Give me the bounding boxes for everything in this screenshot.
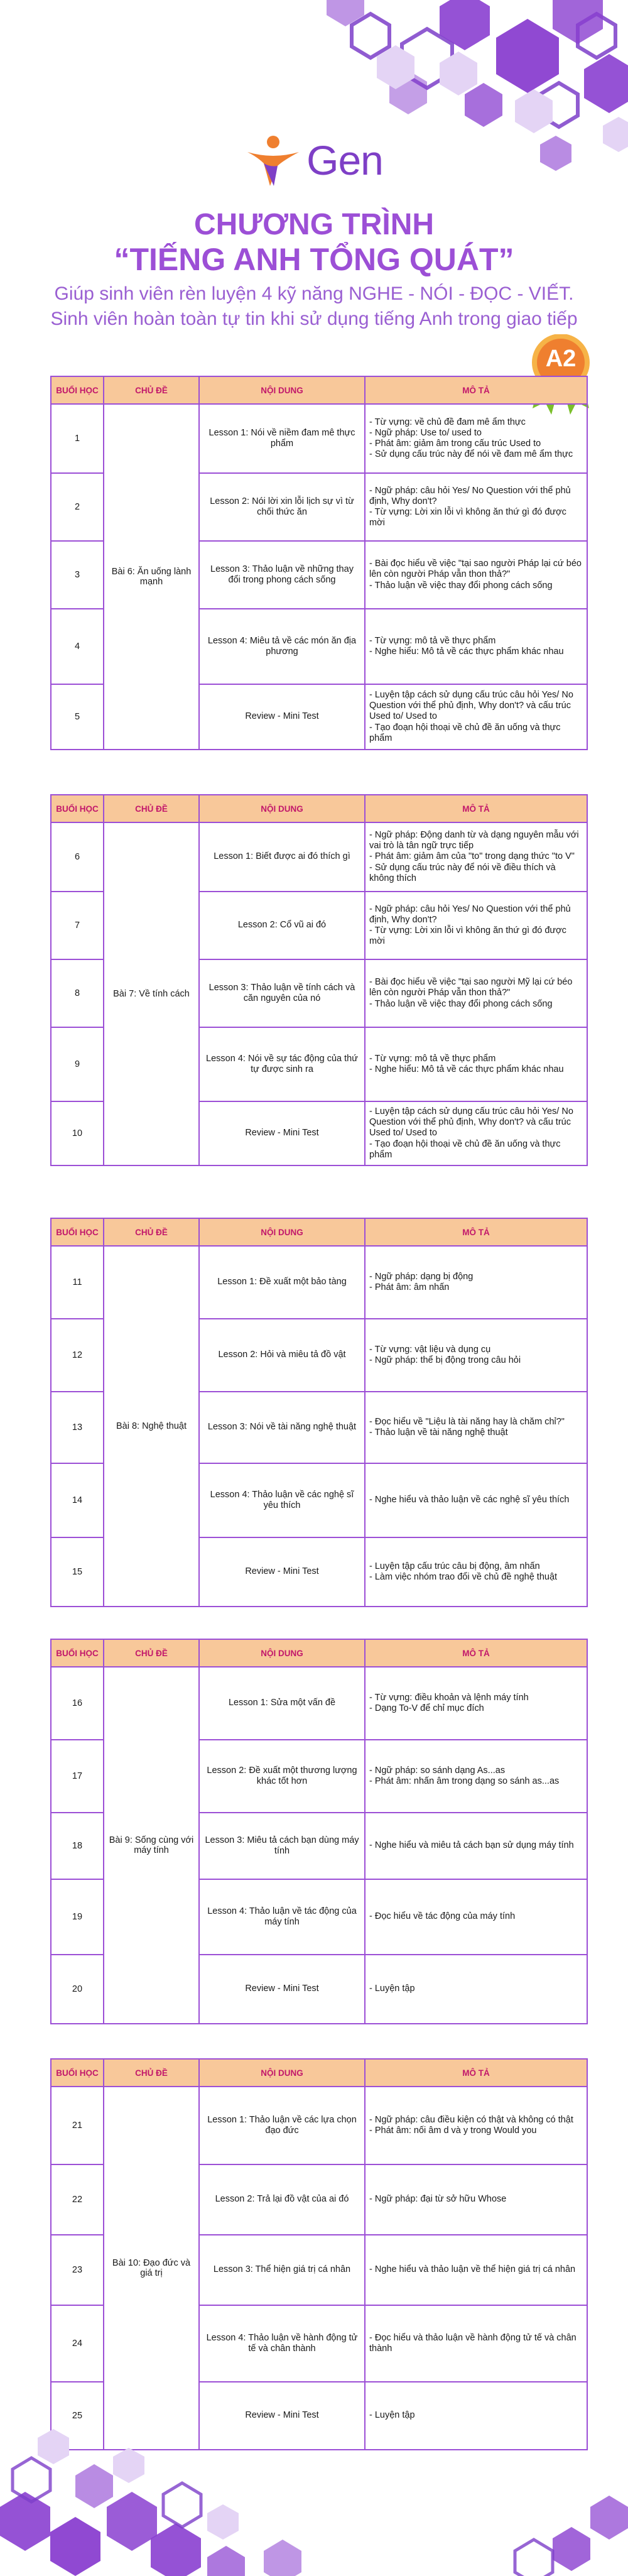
table-row <box>51 404 587 473</box>
lesson-description: - Bài đọc hiểu về việc "tại sao người Mỹ lại cứ béo lên còn người Pháp vẫn thon thả?" - Thảo luận về việc thay đổi phong cách sống <box>365 959 587 1027</box>
session-number: 16 <box>51 1667 104 1740</box>
table-row <box>51 2087 587 2164</box>
session-number: 1 <box>51 404 104 473</box>
session-number: 11 <box>51 1246 104 1319</box>
lesson-title: Lesson 3: Thảo luận về tính cách và căn nguyên của nó <box>199 959 365 1027</box>
lesson-title: Lesson 1: Sửa một vấn đề <box>199 1667 365 1740</box>
header-content: NỘI DUNG <box>199 2059 365 2087</box>
header-content: NỘI DUNG <box>199 1639 365 1667</box>
session-number: 20 <box>51 1955 104 2024</box>
header-description: MÔ TẢ <box>365 795 587 822</box>
session-number: 24 <box>51 2305 104 2382</box>
table-row <box>51 822 587 892</box>
header-session: BUỔI HỌC <box>51 1639 104 1667</box>
table-header-row <box>51 2059 587 2087</box>
session-number: 6 <box>51 822 104 892</box>
table-header-row <box>51 1218 587 1246</box>
lesson-description: - Luyện tập cấu trúc câu bị động, âm nhấn - Làm việc nhóm trao đổi về chủ đề nghệ thuật <box>365 1537 587 1607</box>
lesson-title: Lesson 3: Thảo luận về những thay đổi trong phong cách sống <box>199 541 365 609</box>
session-number: 3 <box>51 541 104 609</box>
session-number: 23 <box>51 2235 104 2305</box>
header-content: NỘI DUNG <box>199 795 365 822</box>
session-number: 15 <box>51 1537 104 1607</box>
session-number: 18 <box>51 1813 104 1879</box>
session-number: 5 <box>51 684 104 750</box>
session-number: 21 <box>51 2087 104 2164</box>
lesson-title: Lesson 2: Nói lời xin lỗi lịch sự vì từ chối thức ăn <box>199 473 365 541</box>
lesson-description: - Luyện tập <box>365 2382 587 2450</box>
lesson-description: - Bài đọc hiểu về việc "tại sao người Pháp lại cứ béo lên còn người Pháp vẫn thon thả?" - Thảo luận về việc thay đổi phong cách sống <box>365 541 587 609</box>
table-header-row <box>51 376 587 404</box>
lesson-description: - Ngữ pháp: dạng bị động - Phát âm: âm nhấn <box>365 1246 587 1319</box>
schedule-table-unit-9 <box>50 1639 588 2024</box>
lesson-title: Lesson 1: Biết được ai đó thích gì <box>199 822 365 892</box>
unit-topic: Bài 10: Đạo đức và giá trị <box>104 2087 199 2450</box>
lesson-description: - Ngữ pháp: câu điều kiện có thật và không có thật - Phát âm: nối âm d và y trong Would you <box>365 2087 587 2164</box>
lesson-description: - Ngữ pháp: đại từ sở hữu Whose <box>365 2164 587 2235</box>
header-topic: CHỦ ĐỀ <box>104 1218 199 1246</box>
lesson-title: Review - Mini Test <box>199 1537 365 1607</box>
lesson-title: Lesson 4: Thảo luận về hành động tử tế và chân thành <box>199 2305 365 2382</box>
lesson-title: Lesson 4: Nói về sự tác động của thứ tự được sinh ra <box>199 1027 365 1101</box>
lesson-description: - Nghe hiểu và thảo luận về các nghệ sĩ yêu thích <box>365 1463 587 1537</box>
unit-topic: Bài 6: Ăn uống lành mạnh <box>104 404 199 750</box>
lesson-description: - Luyện tập cách sử dụng cấu trúc câu hỏi Yes/ No Question với thể phủ định, Why don't? và cấu trúc Used to/ Used to - Tạo đoạn hội thoại về chủ đề ăn uống và thực phẩm <box>365 684 587 750</box>
session-number: 17 <box>51 1740 104 1813</box>
lesson-description: - Ngữ pháp: Động danh từ và dạng nguyên mẫu với vai trò là tân ngữ trực tiếp - Phát âm: giảm âm của "to" trong dạng thức "to V" - Sử dụng cấu trúc này để nói về điều thích và không thích <box>365 822 587 892</box>
lesson-description: - Từ vựng: mô tả về thực phẩm - Nghe hiểu: Mô tả về các thực phẩm khác nhau <box>365 609 587 684</box>
page-subtitle-line2: Sinh viên hoàn toàn tự tin khi sử dụng tiếng Anh trong giao tiếp <box>50 308 578 329</box>
lesson-title: Lesson 2: Trả lại đồ vật của ai đó <box>199 2164 365 2235</box>
lesson-title: Lesson 4: Thảo luận về các nghệ sĩ yêu thích <box>199 1463 365 1537</box>
unit-topic: Bài 7: Về tính cách <box>104 822 199 1165</box>
lesson-description: - Ngữ pháp: câu hỏi Yes/ No Question với thể phủ định, Why don't? - Từ vựng: Lời xin lỗi vì không ăn thứ gì đó được mời <box>365 473 587 541</box>
header-session: BUỔI HỌC <box>51 376 104 404</box>
schedule-table-unit-7 <box>50 794 588 1166</box>
schedule-table-unit-8 <box>50 1218 588 1607</box>
lesson-description: - Từ vựng: mô tả về thực phẩm - Nghe hiểu: Mô tả về các thực phẩm khác nhau <box>365 1027 587 1101</box>
session-number: 25 <box>51 2382 104 2450</box>
session-number: 9 <box>51 1027 104 1101</box>
header-description: MÔ TẢ <box>365 1639 587 1667</box>
header-session: BUỔI HỌC <box>51 1218 104 1246</box>
lesson-description: - Nghe hiểu và thảo luận về thể hiện giá trị cá nhân <box>365 2235 587 2305</box>
lesson-title: Lesson 3: Miêu tả cách bạn dùng máy tính <box>199 1813 365 1879</box>
table-header-row <box>51 1639 587 1667</box>
lesson-description: - Đọc hiểu và thảo luận về hành động tử tế và chân thành <box>365 2305 587 2382</box>
schedule-table-unit-10 <box>50 2058 588 2450</box>
level-badge-label: A2 <box>545 346 577 372</box>
header-session: BUỔI HỌC <box>51 2059 104 2087</box>
header-topic: CHỦ ĐỀ <box>104 2059 199 2087</box>
schedule-table-unit-6 <box>50 376 588 750</box>
session-number: 4 <box>51 609 104 684</box>
lesson-title: Review - Mini Test <box>199 684 365 750</box>
session-number: 7 <box>51 892 104 959</box>
lesson-title: Lesson 4: Thảo luận về tác động của máy tính <box>199 1879 365 1955</box>
lesson-description: - Luyện tập cách sử dụng cấu trúc câu hỏi Yes/ No Question với thể phủ định, Why don't? và cấu trúc Used to/ Used to - Tạo đoạn hội thoại về chủ đề ăn uống và thực phẩm <box>365 1101 587 1165</box>
lesson-title: Lesson 4: Miêu tả về các món ăn địa phương <box>199 609 365 684</box>
session-number: 8 <box>51 959 104 1027</box>
lesson-title: Review - Mini Test <box>199 1101 365 1165</box>
session-number: 12 <box>51 1319 104 1392</box>
lesson-description: - Ngữ pháp: so sánh dạng As...as - Phát âm: nhấn âm trong dạng so sánh as...as <box>365 1740 587 1813</box>
brand-name: Gen <box>306 137 383 183</box>
lesson-description: - Nghe hiểu và miêu tả cách bạn sử dụng máy tính <box>365 1813 587 1879</box>
table-row <box>51 1246 587 1319</box>
lesson-description: - Đọc hiểu về "Liệu là tài năng hay là chăm chỉ?" - Thảo luận về tài năng nghệ thuật <box>365 1392 587 1463</box>
lesson-title: Lesson 3: Nói về tài năng nghệ thuật <box>199 1392 365 1463</box>
header-content: NỘI DUNG <box>199 1218 365 1246</box>
header-description: MÔ TẢ <box>365 1218 587 1246</box>
lesson-description: - Luyện tập <box>365 1955 587 2024</box>
lesson-description: - Từ vựng: vật liệu và dụng cụ - Ngữ pháp: thể bị động trong câu hỏi <box>365 1319 587 1392</box>
lesson-title: Lesson 1: Thảo luận về các lựa chọn đạo đức <box>199 2087 365 2164</box>
header-description: MÔ TẢ <box>365 2059 587 2087</box>
table-header-row <box>51 795 587 822</box>
lesson-description: - Đọc hiểu về tác động của máy tính <box>365 1879 587 1955</box>
gen-person-icon <box>245 132 301 188</box>
session-number: 22 <box>51 2164 104 2235</box>
page-subtitle-line1: Giúp sinh viên rèn luyện 4 kỹ năng NGHE - NÓI - ĐỌC - VIẾT. <box>54 283 574 304</box>
header-session: BUỔI HỌC <box>51 795 104 822</box>
session-number: 19 <box>51 1879 104 1955</box>
header-topic: CHỦ ĐỀ <box>104 1639 199 1667</box>
lesson-description: - Ngữ pháp: câu hỏi Yes/ No Question với thể phủ định, Why don't? - Từ vựng: Lời xin lỗi vì không ăn thứ gì đó được mời <box>365 892 587 959</box>
session-number: 10 <box>51 1101 104 1165</box>
header-content: NỘI DUNG <box>199 376 365 404</box>
header-topic: CHỦ ĐỀ <box>104 376 199 404</box>
page-title-line2: “TIẾNG ANH TỔNG QUÁT” <box>114 242 514 277</box>
session-number: 2 <box>51 473 104 541</box>
lesson-title: Lesson 2: Đề xuất một thương lượng khác tốt hơn <box>199 1740 365 1813</box>
unit-topic: Bài 9: Sống cùng với máy tính <box>104 1667 199 2024</box>
lesson-title: Lesson 2: Cổ vũ ai đó <box>199 892 365 959</box>
header-description: MÔ TẢ <box>365 376 587 404</box>
lesson-title: Lesson 3: Thể hiện giá trị cá nhân <box>199 2235 365 2305</box>
lesson-title: Lesson 1: Đề xuất một bảo tàng <box>199 1246 365 1319</box>
lesson-description: - Từ vựng: điều khoản và lệnh máy tính - Dạng To-V để chỉ mục đích <box>365 1667 587 1740</box>
lesson-title: Lesson 2: Hỏi và miêu tả đồ vật <box>199 1319 365 1392</box>
lesson-title: Lesson 1: Nói về niềm đam mê thực phẩm <box>199 404 365 473</box>
session-number: 14 <box>51 1463 104 1537</box>
brand-logo <box>0 132 628 188</box>
header-topic: CHỦ ĐỀ <box>104 795 199 822</box>
lesson-description: - Từ vựng: về chủ đề đam mê ẩm thực - Ngữ pháp: Use to/ used to - Phát âm: giảm âm trong cấu trúc Used to - Sử dụng cấu trúc này để nói về đam mê ẩm thực <box>365 404 587 473</box>
lesson-title: Review - Mini Test <box>199 2382 365 2450</box>
table-row <box>51 1667 587 1740</box>
page-title-line1: CHƯƠNG TRÌNH <box>193 208 435 241</box>
lesson-title: Review - Mini Test <box>199 1955 365 2024</box>
session-number: 13 <box>51 1392 104 1463</box>
unit-topic: Bài 8: Nghệ thuật <box>104 1246 199 1607</box>
